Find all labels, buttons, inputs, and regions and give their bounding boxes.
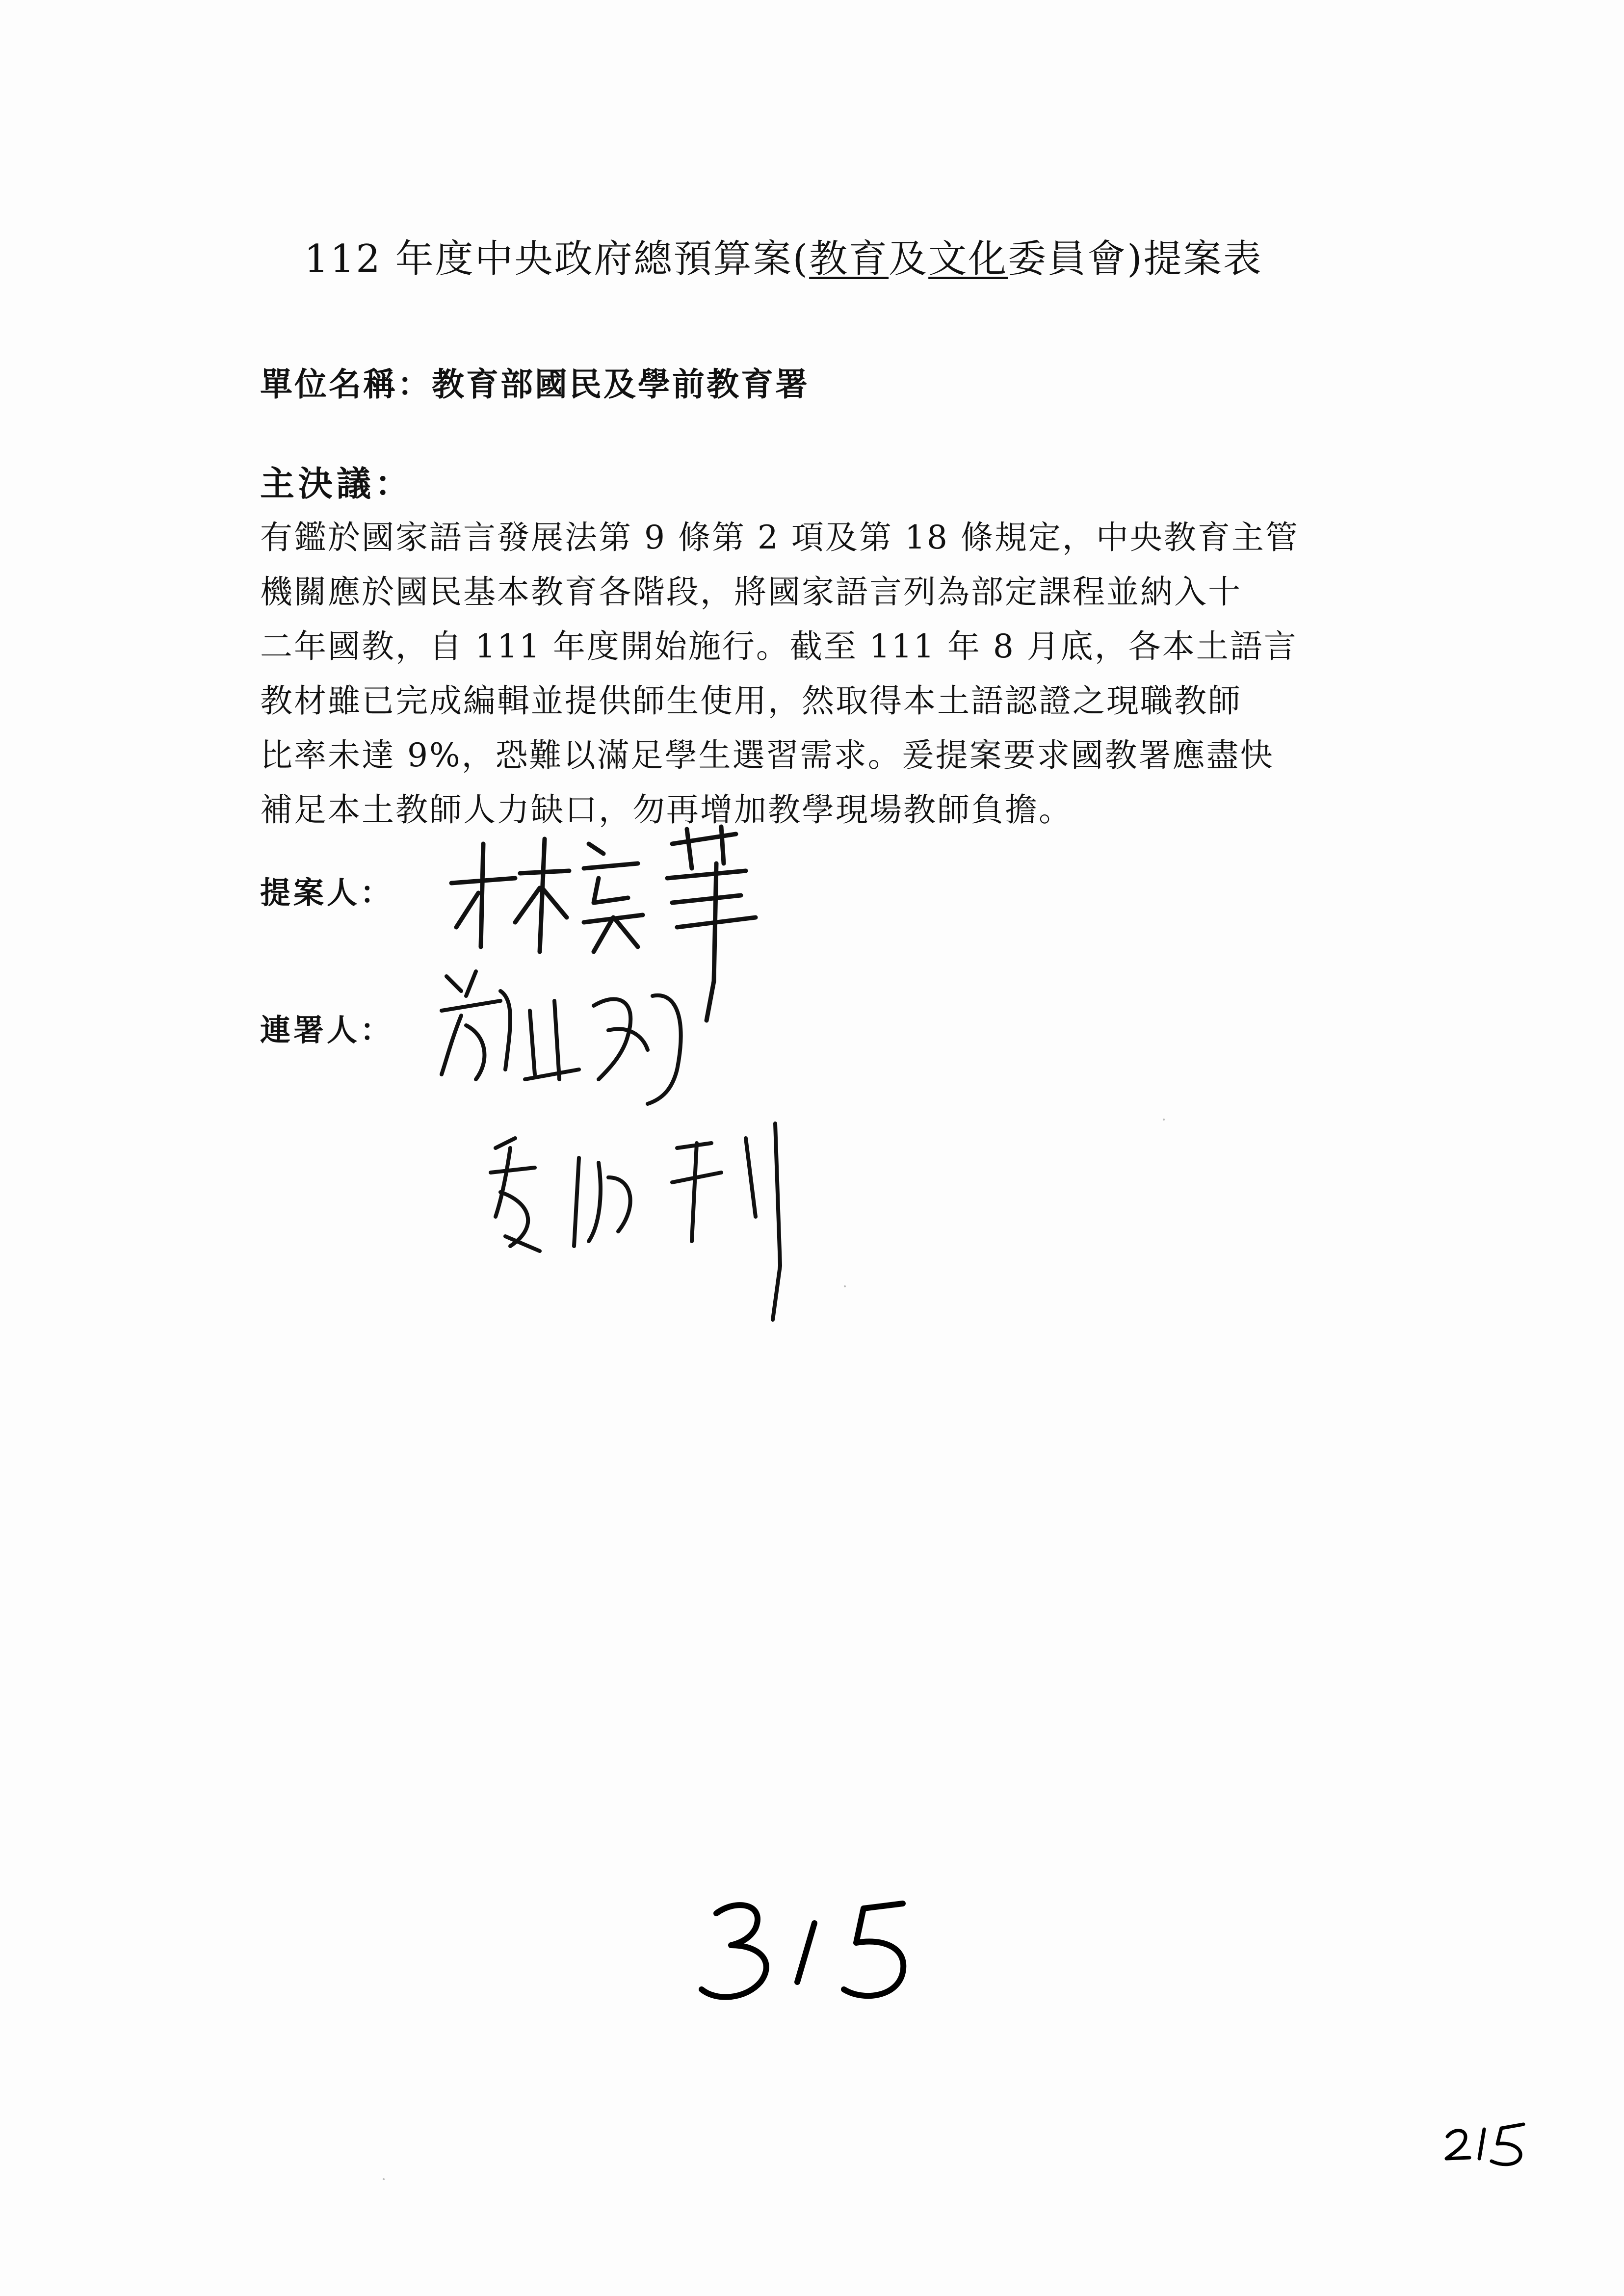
cosigner-label: 連署人： bbox=[260, 1012, 394, 1048]
scan-speck bbox=[383, 2178, 385, 2180]
corner-page-number bbox=[1442, 2114, 1531, 2170]
cosigner-signature-drawing bbox=[432, 962, 707, 1109]
title-mid: 及 bbox=[889, 237, 929, 281]
resolution-body bbox=[260, 510, 1388, 837]
title-underlined-education: 教育 bbox=[809, 237, 889, 281]
title-part1: 112 年度中央政府總預算案( bbox=[304, 237, 810, 281]
handwritten-page-number-drawing bbox=[697, 1884, 922, 2007]
resolution-line: 比率未達 9%，恐難以滿足學生選習需求。爰提案要求國教署應盡快 bbox=[260, 736, 1274, 774]
cosigner-signature bbox=[432, 962, 707, 1109]
handwritten-page-number bbox=[697, 1884, 922, 2009]
cosigner-signature-drawing bbox=[481, 1119, 805, 1325]
resolution-line: 機關應於國民基本教育各階段，將國家語言列為部定課程並納入十 bbox=[260, 573, 1242, 611]
cosigner-signature bbox=[481, 1119, 805, 1325]
title-underlined-culture: 文化 bbox=[928, 237, 1008, 281]
corner-page-number-drawing bbox=[1442, 2114, 1531, 2168]
scan-speck bbox=[844, 1285, 846, 1287]
page-title bbox=[304, 228, 1384, 283]
resolution-line: 補足本土教師人力缺口，勿再增加教學現場教師負擔。 bbox=[260, 791, 1073, 829]
resolution-line: 有鑑於國家語言發展法第 9 條第 2 項及第 18 條規定，中央教育主管 bbox=[260, 519, 1299, 556]
unit-name: 單位名稱：教育部國民及學前教育署 bbox=[260, 365, 810, 403]
resolution-line: 二年國教，自 111 年度開始施行。截至 111 年 8 月底，各本土語言 bbox=[260, 627, 1298, 665]
title-part2: 委員會)提案表 bbox=[1008, 237, 1263, 281]
resolution-line: 教材雖已完成編輯並提供師生使用，然取得本土語認證之現職教師 bbox=[260, 682, 1242, 720]
proposer-label: 提案人： bbox=[260, 875, 394, 911]
resolution-heading: 主決議： bbox=[260, 463, 413, 504]
scan-speck bbox=[1163, 1119, 1165, 1121]
